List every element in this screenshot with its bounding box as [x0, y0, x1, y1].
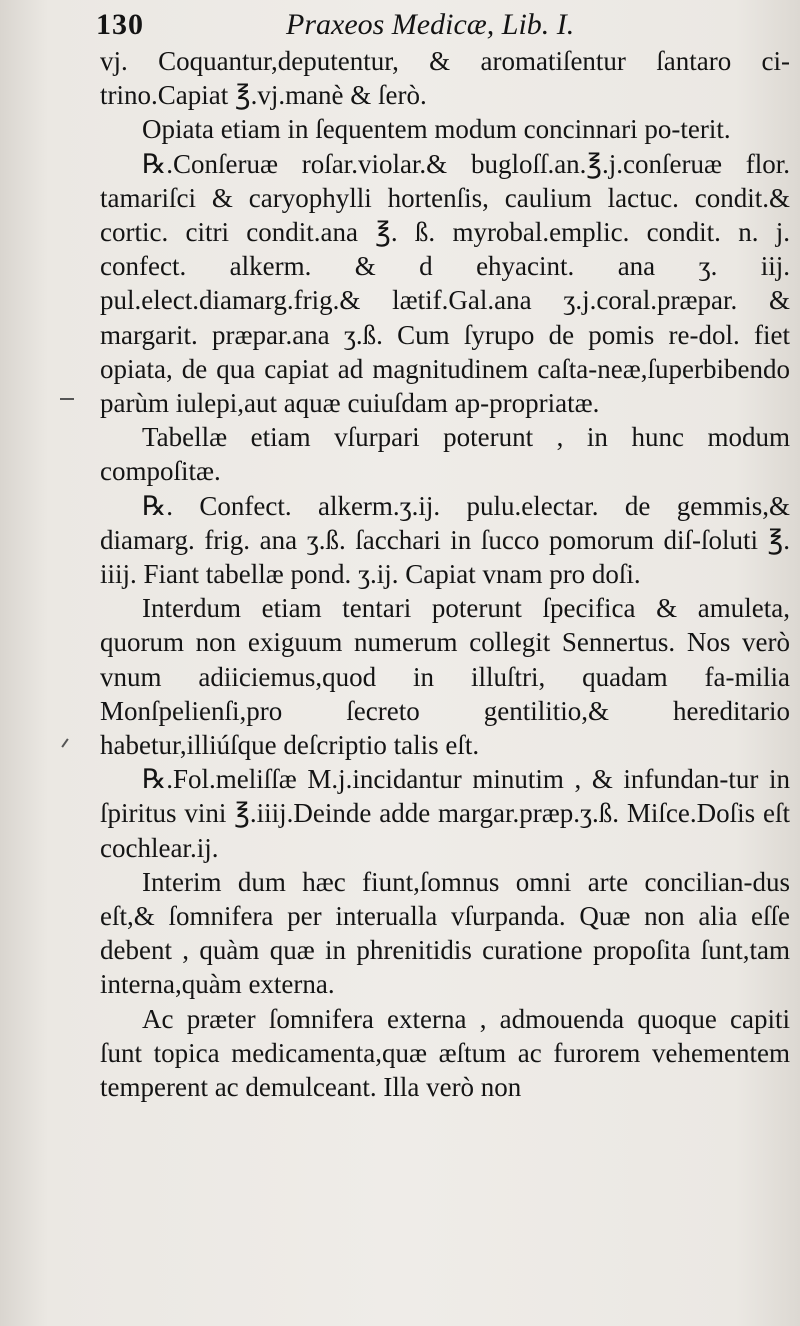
paragraph: ℞. Confect. alkerm.ʒ.ij. pulu.electar. de gemmis,& diamarg. frig. ana ʒ.ß. ſacchari in ſucco pomorum diſ-ſoluti ℥. iiij. Fiant tabellæ pond. ʒ.ij. Capiat vnam pro doſi. — [100, 490, 790, 590]
paragraph: Interim dum hæc fiunt,ſomnus omni arte concilian-dus eſt,& ſomnifera per interualla vſurpanda. Quæ non alia eſſe debent , quàm quæ in phrenitidis curatione propoſita ſunt,tam interna,quàm externa. — [100, 866, 790, 1000]
paragraph: vj. Coquantur,deputentur, & aromatiſentur ſantaro ci-trino.Capiat ℥.vj.manè & ſerò. — [100, 46, 790, 111]
paragraph: Tabellæ etiam vſurpari poterunt , in hunc modum compoſitæ. — [100, 422, 790, 487]
paragraph: Interdum etiam tentari poterunt ſpecifica & amuleta, quorum non exiguum numerum collegit Sennertus. Nos verò vnum adiiciemus,quod in illuſtri, quadam fa-milia Monſpelienſi,pro ſecreto gentilitio,& hereditario habetur,illiúſque deſcriptio talis eſt. — [100, 593, 790, 761]
page-header — [96, 6, 740, 48]
paragraph: Opiata etiam in ſequentem modum concinnari po-terit. — [142, 114, 731, 145]
page-number: 130 — [96, 8, 144, 41]
body-text — [100, 44, 790, 1104]
paragraph: ℞.Conſeruæ roſar.violar.& bugloſſ.an.℥.j.conſeruæ flor. tamariſci & caryophylli hortenſis, caulium lactuc. condit.& cortic. citri condit.ana ℥. ß. myrobal.emplic. condit. n. j. confect. alkerm. & d ehyacint. ana ʒ. iij. pul.elect.diamarg.frig.& lætif.Gal.ana ʒ.j.coral.præpar. & margarit. præpar.ana ʒ.ß. Cum ſyrupo de pomis re-dol. fiet opiata, de qua capiat ad magnitudinem caſta-neæ,ſuperbibendo parùm iulepi,aut aquæ cuiuſdam ap-propriatæ. — [100, 148, 790, 419]
paragraph: Ac præter ſomnifera externa , admouenda quoque capiti ſunt topica medicamenta,quæ æſtum ac furorem vehementem temperent ac demulceant. Illa verò non — [100, 1003, 790, 1103]
margin-mark — [60, 398, 74, 400]
paragraph: ℞.Fol.meliſſæ M.j.incidantur minutim , & infundan-tur in ſpiritus vini ℥.iiij.Deinde adde margar.præp.ʒ.ß. Miſce.Doſis eſt cochlear.ij. — [100, 764, 790, 863]
margin-mark — [61, 738, 68, 747]
running-head: Praxeos Medicæ, Lib. I. — [286, 8, 575, 41]
